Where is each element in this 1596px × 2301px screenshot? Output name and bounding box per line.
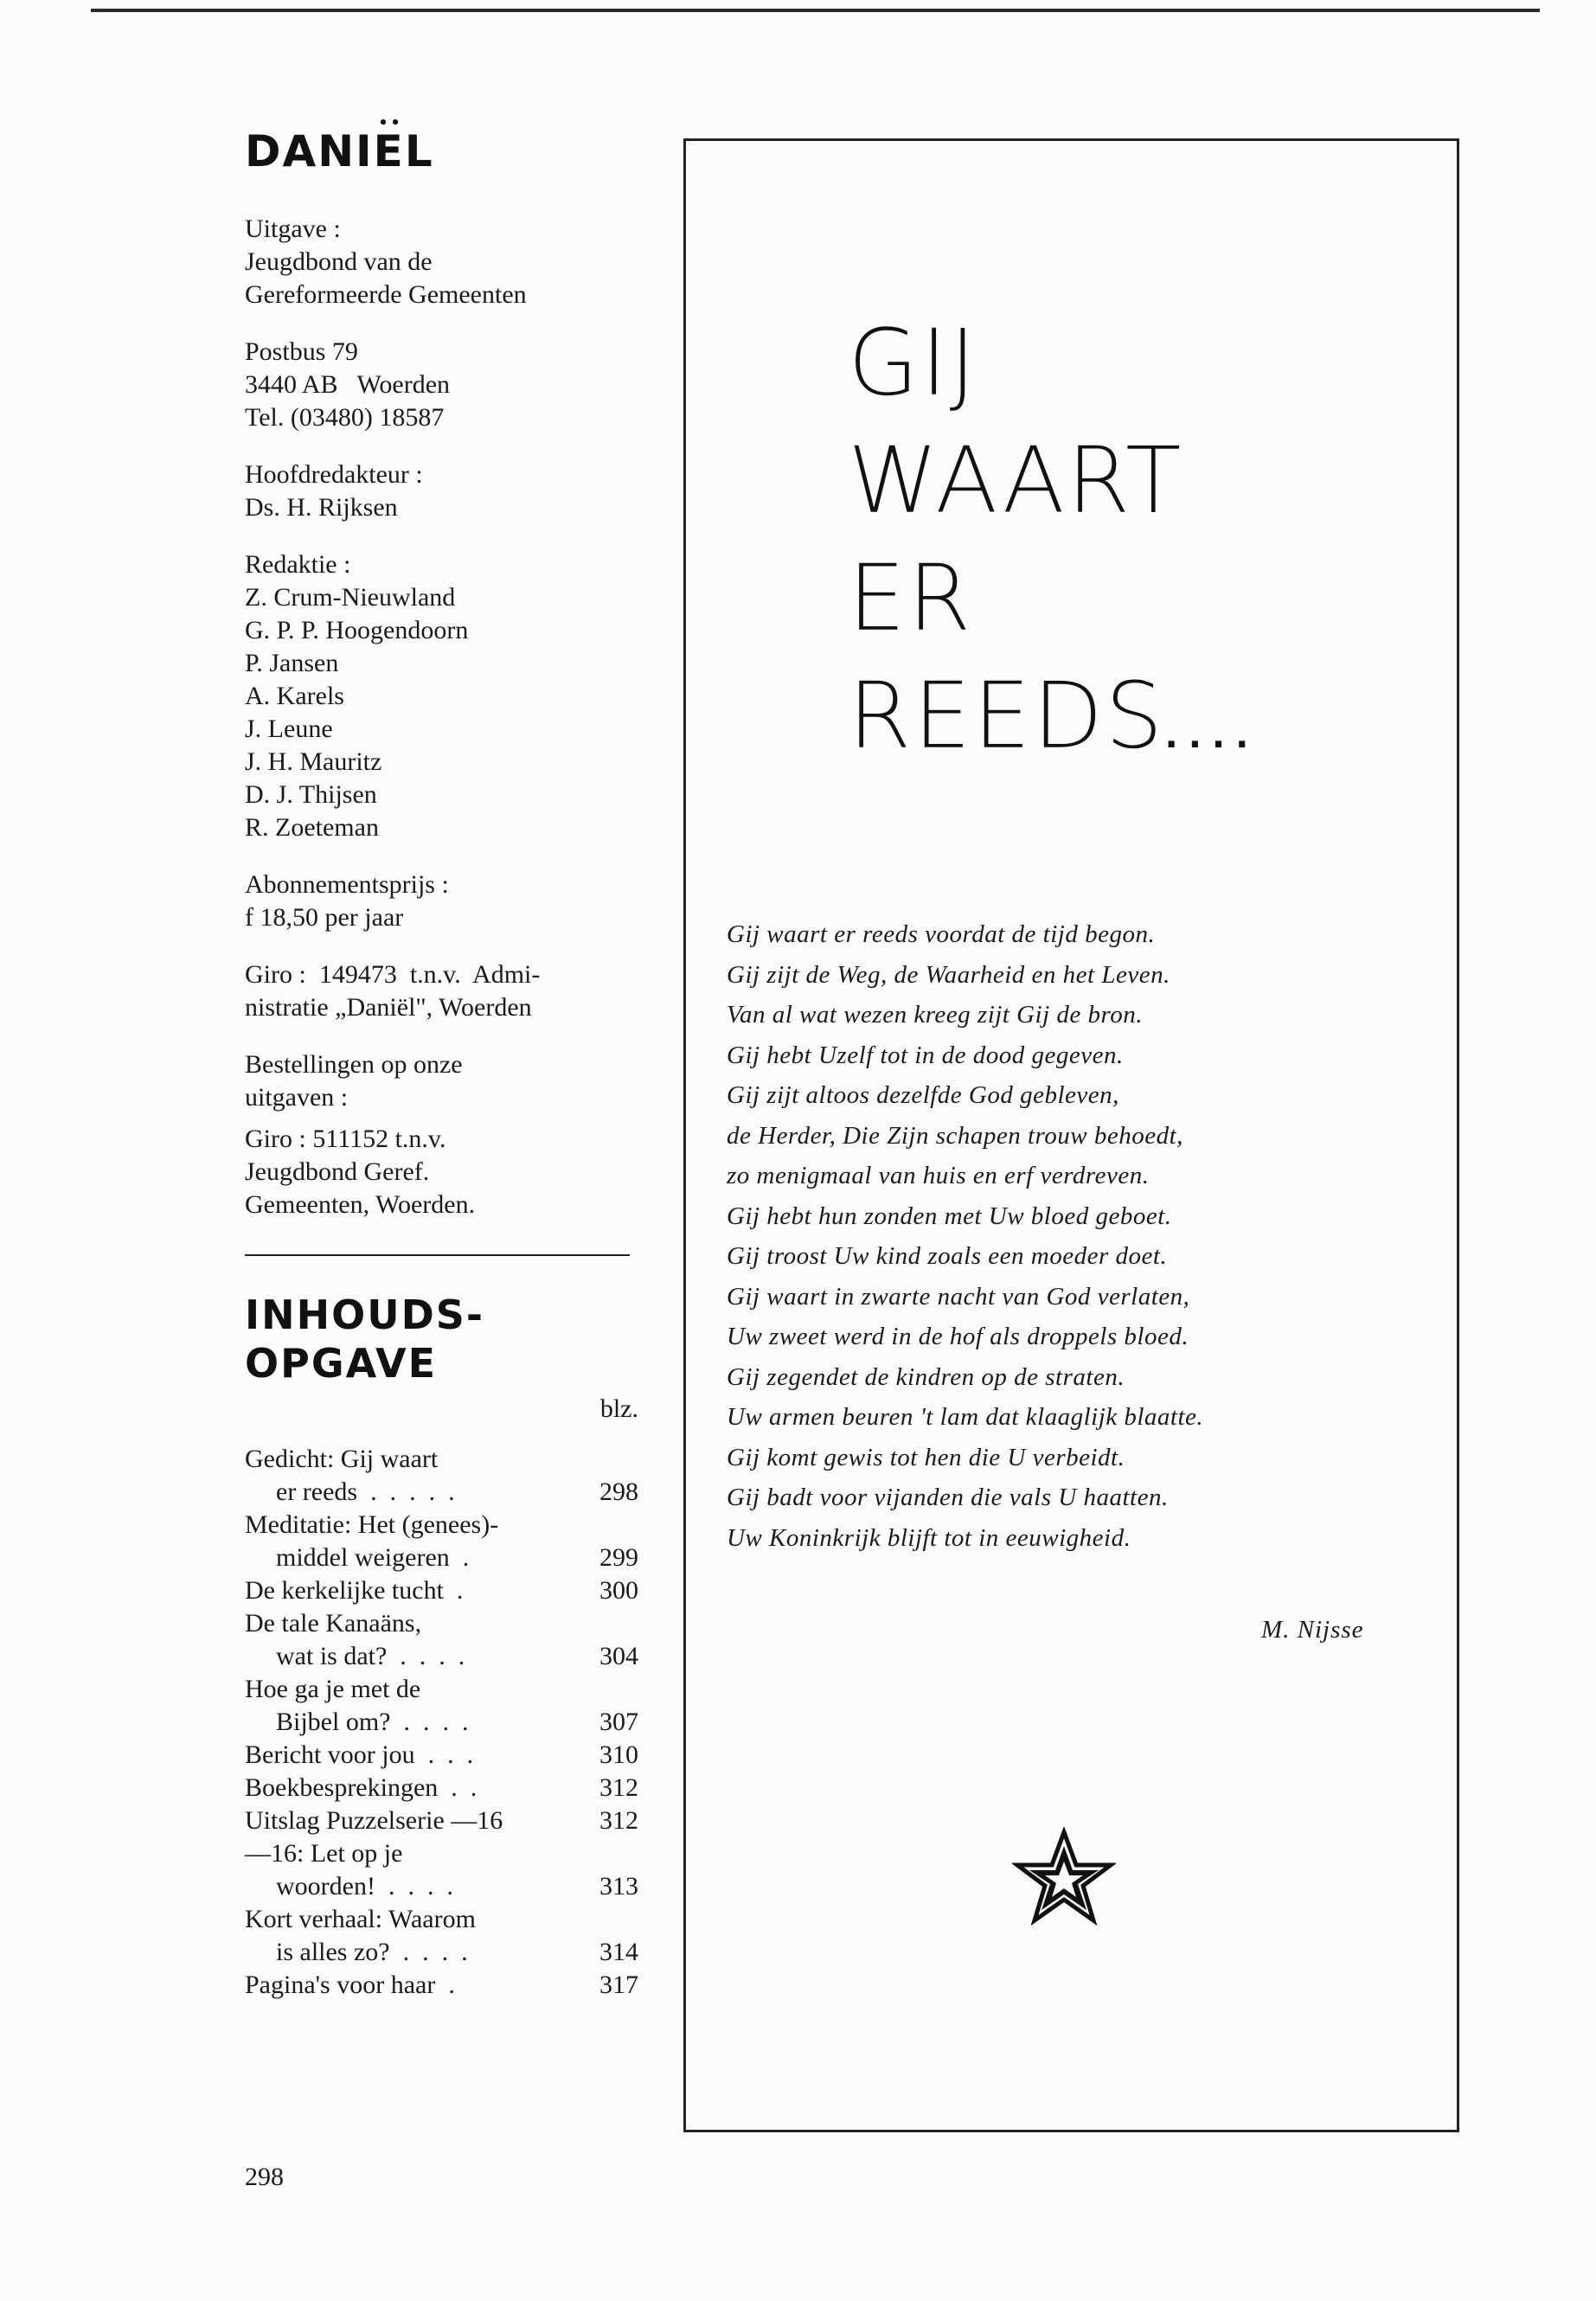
subscription-price: f 18,50 per jaar [245,903,404,932]
masthead-e-diaeresis: E [373,126,405,176]
poem-line: Gij komt gewis tot hen die U verbeidt. [727,1443,1125,1471]
toc-title: Bijbel om? . . . . [276,1708,469,1736]
orders-block [245,1048,651,1221]
address-line: Postbus 79 [245,337,358,366]
giro-line: Giro : 149473 t.n.v. Admi- [245,960,541,989]
poem-body [727,914,1203,1558]
toc-page: 313 [599,1872,638,1900]
table-of-contents [245,1443,638,2002]
orders-giro-line: Gemeenten, Woerden. [245,1190,476,1219]
orders-line: uitgaven : [245,1083,349,1112]
publisher-line: Gereformeerde Gemeenten [245,280,527,309]
editorial-block [245,548,651,844]
toc-title: Pagina's voor haar . [245,1971,455,1999]
toc-title: middel weigeren . [276,1543,470,1572]
toc-row [245,1804,638,1837]
editor-label: Hoofdredakteur : [245,460,423,489]
poem-line: de Herder, Die Zijn schapen trouw behoedt, [727,1121,1183,1150]
toc-row [245,1903,638,1936]
poem-line: Uw armen beuren 't lam dat klaaglijk blaatte. [727,1403,1204,1431]
toc-title: Gedicht: Gij waart [245,1445,439,1473]
toc-row [245,1739,638,1772]
toc-row [245,1476,638,1509]
editorial-name: D. J. Thijsen [245,780,377,809]
toc-title: Meditatie: Het (genees)- [245,1510,499,1539]
giro-line: nistratie „Daniël", Woerden [245,993,532,1022]
poem-line: Gij troost Uw kind zoals een moeder doet. [727,1242,1168,1270]
toc-heading: INHOUDS- OPGAVE [245,1292,484,1387]
orders-giro-line: Giro : 511152 t.n.v. [245,1125,446,1153]
toc-title: Hoe ga je met de [245,1675,421,1703]
editorial-name: R. Zoeteman [245,813,379,842]
poem-line: Gij zijt altoos dezelfde God gebleven, [727,1081,1119,1109]
toc-row [245,1541,638,1574]
poem-title-ellipsis: .... [1164,716,1259,756]
address-block [245,336,651,434]
toc-row [245,1706,638,1739]
publisher-line: Jeugdbond van de [245,247,433,276]
toc-row [245,1969,638,2002]
toc-row [245,1837,638,1870]
editorial-name: J. H. Mauritz [245,747,382,776]
poem-title [848,304,1259,795]
toc-title: Uitslag Puzzelserie —16 [245,1806,503,1835]
address-line: 3440 AB Woerden [245,370,451,399]
poem-author: M. Nijsse [1261,1616,1364,1644]
poem-line: Gij badt voor vijanden die vals U haatten. [727,1484,1169,1511]
toc-page: 312 [599,1773,638,1802]
editorial-label: Redaktie : [245,550,351,579]
publisher-block [245,213,651,311]
toc-row [245,1936,638,1969]
poem-line: Van al wat wezen kreeg zijt Gij de bron. [727,1001,1143,1029]
editorial-name: P. Jansen [245,649,339,677]
poem-line: Uw zweet werd in de hof als droppels bloed. [727,1323,1189,1350]
toc-page: 314 [599,1938,638,1966]
toc-title: Boekbesprekingen . . [245,1773,478,1802]
subscription-block [245,868,651,934]
toc-title: Kort verhaal: Waarom [245,1905,476,1933]
poem-line: Gij hebt hun zonden met Uw bloed geboet. [727,1202,1172,1230]
toc-page: 312 [599,1806,638,1835]
toc-page: 304 [599,1642,638,1670]
poem-line: Gij zegendet de kindren op de straten. [727,1362,1125,1391]
poem-line: Gij zijt de Weg, de Waarheid en het Leven. [727,960,1170,989]
toc-title: Bericht voor jou . . . [245,1740,474,1769]
editorial-name: G. P. P. Hoogendoorn [245,616,469,644]
editorial-name: A. Karels [245,682,344,710]
toc-title: woorden! . . . . [276,1872,453,1900]
publisher-label: Uitgave : [245,215,341,243]
address-line: Tel. (03480) 18587 [245,403,445,432]
toc-page: 317 [599,1971,638,1999]
poem-title-line: WAART [848,427,1183,534]
editorial-name: Z. Crum-Nieuwland [245,583,456,612]
toc-title: —16: Let op je [245,1839,403,1868]
toc-page: 298 [599,1477,638,1506]
toc-title: De tale Kanaäns, [245,1609,422,1638]
toc-row [245,1870,638,1903]
toc-row [245,1673,638,1706]
toc-row [245,1574,638,1607]
toc-row [245,1640,638,1673]
toc-title: wat is dat? . . . . [276,1642,465,1670]
poem-title-line: ER [848,545,973,651]
poem-line: Gij waart in zwarte nacht van God verlaten, [727,1282,1190,1311]
star-icon [1012,1827,1116,1931]
editor-name: Ds. H. Rijksen [245,493,398,522]
toc-page: 307 [599,1708,638,1736]
poem-line: Uw Koninkrijk blijft tot in eeuwigheid. [727,1523,1131,1552]
toc-page: 299 [599,1543,638,1572]
poem-line: Gij hebt Uzelf tot in de dood gegeven. [727,1041,1124,1069]
orders-line: Bestellingen op onze [245,1050,463,1079]
toc-title: is alles zo? . . . . [276,1938,468,1966]
orders-giro-line: Jeugdbond Geref. [245,1157,430,1186]
toc-title: er reeds . . . . . [276,1477,455,1506]
toc-page-label: blz. [599,1394,638,1423]
toc-title: De kerkelijke tucht . [245,1576,464,1605]
toc-row [245,1509,638,1541]
poem-title-line: REEDS.... [848,663,1259,769]
colophon-column [245,126,651,2002]
section-divider [245,1254,630,1256]
toc-row [245,1772,638,1804]
editorial-name: J. Leune [245,715,333,743]
page-number: 298 [245,2163,284,2191]
top-rule [91,9,1540,12]
toc-row [245,1607,638,1640]
giro-block [245,958,651,1024]
toc-page: 310 [599,1740,638,1769]
poem-line: Gij waart er reeds voordat de tijd begon. [727,920,1156,948]
toc-page: 300 [599,1576,638,1605]
subscription-label: Abonnementsprijs : [245,870,449,899]
editor-block [245,458,651,524]
masthead-title: DANIEL [245,126,434,176]
toc-row [245,1443,638,1476]
poem-line: zo menigmaal van huis en erf verdreven. [727,1162,1150,1189]
poem-title-line: GIJ [848,310,978,416]
